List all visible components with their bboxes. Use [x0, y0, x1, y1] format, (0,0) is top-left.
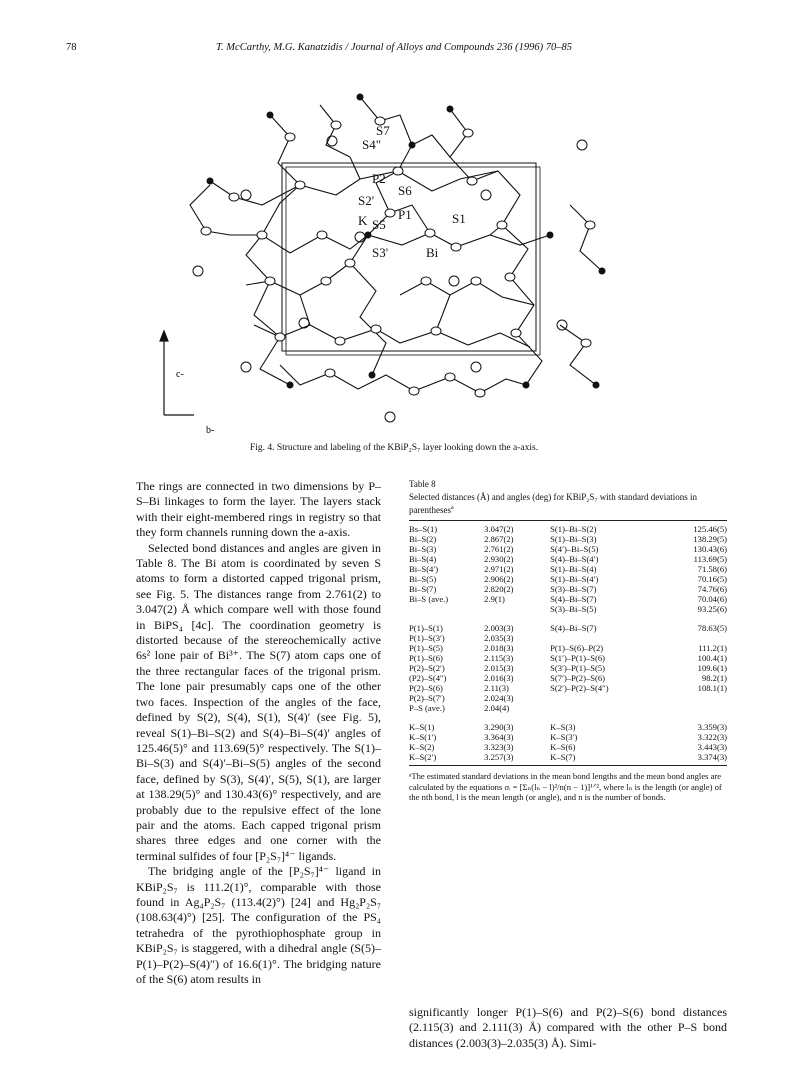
table-cell: P(2)–S(2′) [409, 663, 445, 673]
table-cell: 2.024(3) [484, 693, 514, 703]
table-cell [550, 693, 662, 703]
section-p [409, 623, 727, 722]
table-cell: 113.69(5) [693, 554, 727, 564]
table-cell: 2.761(2) [484, 544, 514, 554]
table-row [409, 604, 727, 614]
table-cell: 109.6(1) [697, 663, 727, 673]
table-row [409, 673, 727, 683]
table-cell: 3.047(2) [484, 524, 514, 534]
paragraph-2: Selected bond distances and angles are given in Table 8. The Bi atom is coordinated by seven S atoms to form a distorted capped trigonal prism, see Fig. 5. The distances range from 2.761(2) to 3.047(2) Å which compare well with those found in BiPS₄ [4c]. The coordination geometry is distorted because of the stereochemically active 6s² lone pair of Bi³⁺. The S(7) atom caps one of the three rectangular faces of the trigonal prism. The lone pair presumably caps one of the other two faces. Inspection of the angles of the face, defined by S(2), S(4), S(1), S(4)′ (see Fig. 5), reveal S(1)–Bi–S(2) and S(4)–Bi–S(4)′ angles of 125.46(5)° and 113.69(5)° respectively. The S(1)–Bi–S(3) and S(4)′–Bi–S(5) angles of the second face, defined by S(3), S(4)′, S(5), S(1), are larger at 138.29(5)° and 130.43(6)° respectively, and are probably due to the repulsive effect of the lone pair and the atoms. Each capped trigonal prism shares three edges and one corner with the terminal sulfides of four [P₂S₇]⁴⁻ ligands. [136, 540, 381, 863]
table-cell: S(1′)–P(1)–S(6) [550, 653, 606, 663]
label-bi: Bi [426, 245, 439, 260]
table-cell: (P2)–S(4″) [409, 673, 447, 683]
table-row [409, 683, 727, 693]
table-cell: 130.43(6) [693, 544, 727, 554]
table-cell: 3.374(3) [697, 752, 727, 762]
table-cell: P–S (ave.) [409, 703, 445, 713]
table-row [409, 742, 727, 752]
table-cell: 2.04(4) [484, 703, 510, 713]
table-cell: K–S(1) [409, 722, 435, 732]
table-row [409, 554, 727, 564]
label-k: K [358, 213, 368, 228]
table-cell: 2.015(3) [484, 663, 514, 673]
table-cell: 138.29(5) [693, 534, 727, 544]
section-k [409, 722, 727, 762]
table-spacer [409, 614, 727, 623]
table-cell: Bi–S(2) [409, 534, 437, 544]
table-row [409, 693, 727, 703]
table-cell [662, 703, 727, 713]
table-cell: 2.930(2) [484, 554, 514, 564]
table-cell: K–S(2) [409, 742, 435, 752]
label-s5: S5 [372, 217, 386, 232]
table-cell: S(3)–Bi–S(7) [550, 584, 597, 594]
table-cell: S(1)–Bi–S(4) [550, 564, 597, 574]
table-cell: S(4)–Bi–S(4′) [550, 554, 599, 564]
table-cell: 2.820(2) [484, 584, 514, 594]
table-cell [550, 703, 662, 713]
table-row [409, 574, 727, 584]
table-cell: P(1)–S(1) [409, 623, 443, 633]
table-cell: S(4′)–Bi–S(5) [550, 544, 599, 554]
table-cell: Bi–S (ave.) [409, 594, 449, 604]
label-s6: S6 [398, 183, 412, 198]
table-cell: 3.359(3) [697, 722, 727, 732]
table-cell: S(1)–Bi–S(2) [550, 524, 597, 534]
label-s2p: S2' [358, 193, 375, 208]
table-cell: K–S(3′) [550, 732, 578, 742]
table-row [409, 564, 727, 574]
table-cell: P(1)–S(5) [409, 643, 443, 653]
table-8 [409, 479, 727, 803]
table-row [409, 594, 727, 604]
table-row [409, 524, 727, 534]
table-cell: 2.971(2) [484, 564, 514, 574]
table-cell: K–S(6) [550, 742, 576, 752]
table-row [409, 663, 727, 673]
table-cell: 3.290(3) [484, 722, 514, 732]
paragraph-3: The bridging angle of the [P₂S₇]⁴⁻ ligand in KBiP₂S₇ is 111.2(1)°, comparable with those found in Ag₄P₂S₇ (113.4(2)°) [24] and Hg₂P₂S₇ (108.63(4)°) [25]. The configuration of the PS₄ tetrahedra of the pyrothiophosphate group in KBiP₂S₇ is staggered, with a dihedral angle (S(5)–P(1)–P(2)–S(4)″) of 16.6(1)°. The bridging nature of the S(6) atom results in [136, 864, 381, 986]
table-cell: 93.25(6) [697, 604, 727, 614]
table-cell: K–S(7) [550, 752, 576, 762]
table-title: Selected distances (Å) and angles (deg) for KBiP₂S₇ with standard deviations in parentheses$^a$ [409, 492, 697, 515]
table-cell: 2.11(3) [484, 683, 509, 693]
label-s4pp: S4" [362, 137, 382, 152]
table-row [409, 653, 727, 663]
label-p1: P1 [398, 207, 412, 222]
table-cell: 98.2(1) [701, 673, 727, 683]
table-cell: 3.257(3) [484, 752, 514, 762]
table-cell [550, 633, 662, 643]
right-column-text [409, 1005, 727, 1051]
table-cell [409, 604, 484, 614]
table-row [409, 703, 727, 713]
table-row [409, 752, 727, 762]
table-row [409, 633, 727, 643]
table-cell: 3.443(3) [697, 742, 727, 752]
crystal-structure-figure [150, 85, 640, 435]
axis-b-label: b- [206, 425, 215, 435]
table-cell: 2.003(3) [484, 623, 514, 633]
table-cell: S(1)–Bi–S(3) [550, 534, 597, 544]
table-row [409, 534, 727, 544]
table-row [409, 623, 727, 633]
table-cell: K–S(1′) [409, 732, 437, 742]
table-cell: S(4)–Bi–S(7) [550, 594, 597, 604]
table-cell: 108.1(1) [697, 683, 727, 693]
table-cell [662, 633, 727, 643]
left-column [136, 479, 381, 987]
table-cell: 71.58(6) [697, 564, 727, 574]
table-cell: S(3)–Bi–S(5) [550, 604, 597, 614]
table-cell: 70.16(5) [697, 574, 727, 584]
table-row [409, 732, 727, 742]
table-cell: S(7′)–P(2)–S(6) [550, 673, 606, 683]
table-cell [484, 604, 550, 614]
table-cell: 74.76(6) [697, 584, 727, 594]
label-s7: S7 [376, 123, 390, 138]
table-cell: P(1)–S(6) [409, 653, 443, 663]
table-row [409, 643, 727, 653]
table-cell: 3.323(3) [484, 742, 514, 752]
table-row [409, 544, 727, 554]
table-cell: 111.2(1) [698, 643, 727, 653]
section-bi [409, 524, 727, 623]
table-cell: S(3′)–P(1)–S(5) [550, 663, 606, 673]
table-cell: S(2′)–P(2)–S(4″) [550, 683, 609, 693]
table-cell: P(2)–S(7′) [409, 693, 445, 703]
table-title-mark: a [450, 505, 454, 511]
table-label: Table 8 [409, 479, 436, 489]
table-cell: S(4)–Bi–S(7) [550, 623, 597, 633]
paragraph-right: significantly longer P(1)–S(6) and P(2)–S(6) bond distances (2.115(3) and 2.111(3) Å) compared with the other P–S bond distances (2.003(3)–2.035(3) Å). Simi- [409, 1005, 727, 1050]
table-cell: Bi–S(5) [409, 574, 437, 584]
table-spacer [409, 713, 727, 722]
table-cell: P(2)–S(6) [409, 683, 443, 693]
table-cell: Bi–S(4′) [409, 564, 439, 574]
table-cell: K–S(2′) [409, 752, 437, 762]
table-cell: 2.906(2) [484, 574, 514, 584]
table-bottom-rule [409, 765, 727, 766]
table-cell: 2.035(3) [484, 633, 514, 643]
table-top-rule [409, 520, 727, 521]
table-cell: P(1)–S(3′) [409, 633, 445, 643]
table-cell: 125.46(5) [693, 524, 727, 534]
label-p2: P2 [372, 171, 386, 186]
table-cell: Bi–S(7) [409, 584, 437, 594]
table-cell: 2.016(3) [484, 673, 514, 683]
table-cell: 78.63(5) [697, 623, 727, 633]
table-cell: Bs–S(1) [409, 524, 438, 534]
figure-caption: Fig. 4. Structure and labeling of the KBiP₂S₇ layer looking down the a-axis. [249, 443, 539, 453]
paragraph-1: The rings are connected in two dimensions by P–S–Bi linkages to form the layer. The layers stack with their eight-membered rings in registry so that they form channels running down the a-axis. [136, 479, 381, 540]
table-row [409, 584, 727, 594]
running-head: T. McCarthy, M.G. Kanatzidis / Journal of Alloys and Compounds 236 (1996) 70–85 [215, 42, 573, 53]
table-cell: 3.364(3) [484, 732, 514, 742]
table-footnote: ᵃThe estimated standard deviations in the mean bond lengths and the mean bond angles are calculated by the equations σᵢ = [Σₙ(lₙ − l)²/n(n − 1)]¹ᐟ², where lₙ is the length (or angle) of the nth bond, l is the mean length (or angle), and n is the number of bonds. [409, 771, 722, 802]
table-body [409, 524, 727, 762]
label-s3p: S3' [372, 245, 389, 260]
table-cell: S(1)–Bi–S(4′) [550, 574, 599, 584]
table-cell: Bi–S(3) [409, 544, 437, 554]
table-cell: Bi–S(4) [409, 554, 437, 564]
table-row [409, 722, 727, 732]
label-s1: S1 [452, 211, 466, 226]
table-cell: 3.322(3) [697, 732, 727, 742]
axis-c-label: c- [176, 369, 184, 380]
table-cell: 2.867(2) [484, 534, 514, 544]
table-cell: 2.9(1) [484, 594, 505, 604]
table-cell: 100.4(1) [697, 653, 727, 663]
table-cell: 70.04(6) [697, 594, 727, 604]
table-cell [662, 693, 727, 703]
table-cell: P(1)–S(6)–P(2) [550, 643, 604, 653]
table-cell: 2.115(3) [484, 653, 514, 663]
table-cell: 2.018(3) [484, 643, 514, 653]
table-cell: K–S(3) [550, 722, 576, 732]
page-number: 78 [66, 42, 77, 53]
